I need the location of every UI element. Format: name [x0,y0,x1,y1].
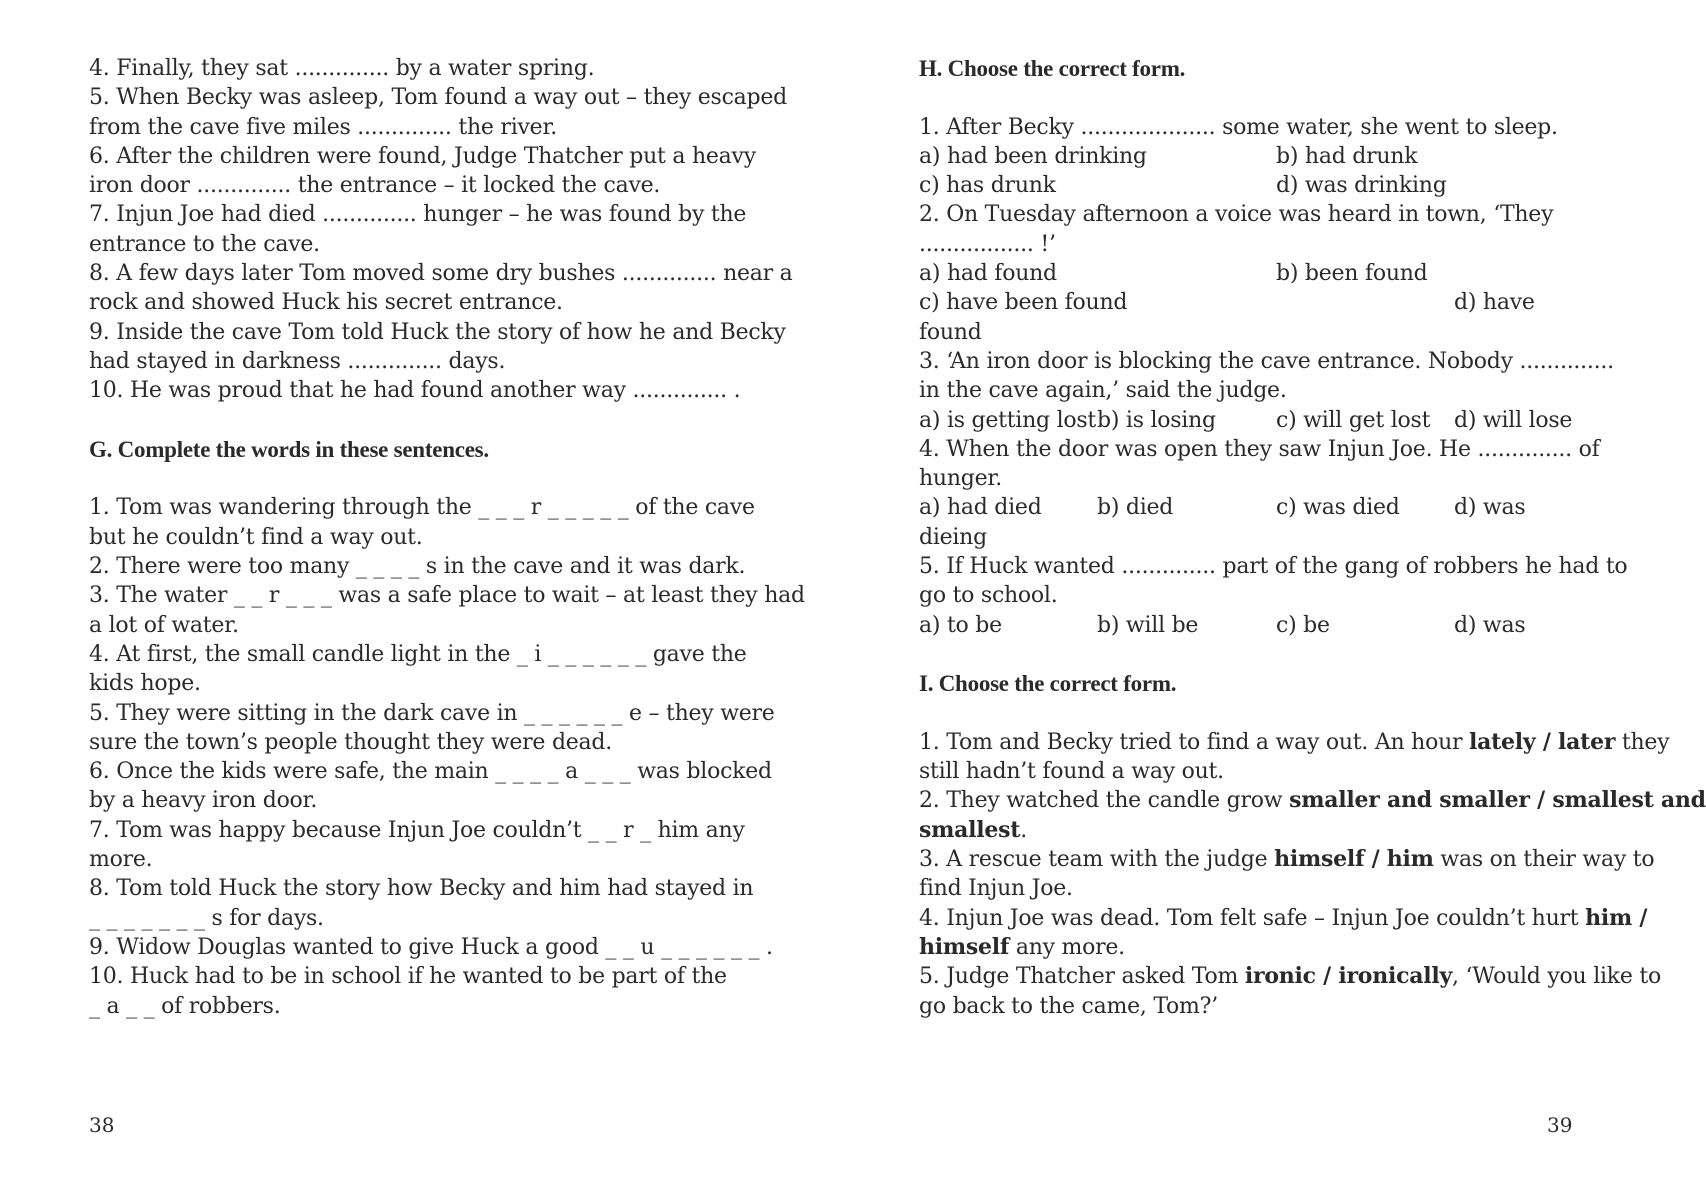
text-line: from the cave five miles .............. the river. [89,114,558,140]
text-line: 7. Injun Joe had died .............. hunger – he was found by the [89,202,747,228]
text-line: by a heavy iron door. [89,788,318,814]
question-2: 2. On Tuesday afternoon a voice was heard in town, ‘They [919,202,1554,228]
option-a: a) had died [919,495,1042,521]
options-row [919,171,1569,200]
text-line: 6. After the children were found, Judge Thatcher put a heavy [89,143,756,169]
option-b: b) died [1097,495,1174,521]
right-page [827,0,1706,1182]
item-5 [919,962,1661,991]
question-3: 3. ‘An iron door is blocking the cave entrance. Nobody .............. [919,348,1614,374]
option-c: c) be [1276,612,1330,638]
item-4 [919,904,1648,933]
question-4: 4. When the door was open they saw Injun Joe. He .............. of [919,436,1600,462]
spacer [919,640,1569,669]
item-5-cont: go back to the came, Tom?’ [919,993,1218,1019]
option-d: d) was drinking [1276,173,1447,199]
exercise-g [89,435,805,1021]
option-c: c) was died [1276,495,1400,521]
text-line: kids hope. [89,671,201,697]
text-line: 5. They were sitting in the dark cave in _ _ _ _ _ _ e – they were [89,700,775,726]
item-2-cont [919,816,1569,845]
text-line: sure the town’s people thought they were dead. [89,729,612,755]
item-2 [919,786,1706,815]
item-text: any more. [1009,934,1125,960]
text-line: more. [89,847,153,873]
item-3-cont: find Injun Joe. [919,876,1073,902]
choice-pair: ironic / ironically [1244,963,1452,990]
option-b: b) is losing [1097,407,1216,433]
exercise-h-heading: H. Choose the correct form. [919,56,1186,81]
text-line: entrance to the cave. [89,231,320,257]
options-row [919,259,1569,288]
item-text: . [1020,817,1027,843]
question-5-cont: go to school. [919,583,1058,609]
exercise-g-heading: G. Complete the words in these sentences. [89,436,489,462]
exercise-f-continued [89,54,793,406]
question-3-cont: in the cave again,’ said the judge. [919,378,1287,404]
options-row [919,142,1569,171]
page-number: 39 [1547,1113,1573,1137]
option-d: d) was [1454,495,1526,521]
text-line: 1. Tom was wandering through the _ _ _ r _ _ _ _ _ of the cave [89,495,755,521]
option-b: b) will be [1097,612,1199,638]
item-text: , ‘Would you like to [1451,964,1661,990]
text-line: 9. Inside the cave Tom told Huck the story of how he and Becky [89,319,786,345]
text-line: 10. He was proud that he had found another way .............. . [89,378,741,404]
exercise-i [919,669,1706,1021]
option-a: a) to be [919,612,1002,638]
text-line: 10. Huck had to be in school if he wanted to be part of the [89,964,727,990]
choice-pair: himself / him [1274,846,1434,873]
choice-pair: him / [1585,904,1648,931]
text-line: a lot of water. [89,612,239,638]
item-1-cont: still hadn’t found a way out. [919,759,1224,785]
text-line: 4. At first, the small candle light in the _ i _ _ _ _ _ _ gave the [89,641,747,667]
item-text: they [1615,729,1670,755]
spacer [919,699,1569,728]
question-1: 1. After Becky .................... some water, she went to sleep. [919,114,1558,140]
left-page [0,0,827,1182]
option-a: a) had been drinking [919,143,1147,169]
options-row [919,493,1569,522]
spacer [919,83,1569,112]
text-line: 5. When Becky was asleep, Tom found a way out – they escaped [89,85,787,111]
choice-pair: smallest [919,816,1021,843]
option-d: d) will lose [1454,407,1573,433]
text-line: _ a _ _ of robbers. [89,993,281,1019]
text-line: 8. A few days later Tom moved some dry bushes .............. near a [89,261,793,287]
option-c: c) has drunk [919,173,1056,199]
spacer [89,406,749,435]
text-line: 2. There were too many _ _ _ _ s in the cave and it was dark. [89,554,746,580]
item-text: 3. A rescue team with the judge [919,847,1275,873]
choice-pair: smaller and smaller / smallest and [1289,787,1706,814]
exercise-i-heading: I. Choose the correct form. [919,671,1177,697]
option-d: d) was [1454,612,1526,638]
option-a: a) had found [919,261,1057,287]
text-line: 8. Tom told Huck the story how Becky and him had stayed in [89,876,754,902]
item-1 [919,728,1670,757]
item-3 [919,845,1655,874]
text-line: iron door .............. the entrance – it locked the cave. [89,173,661,199]
choice-pair: himself [919,933,1010,960]
right-column [919,54,1706,1021]
option-d: d) have [1454,290,1535,316]
option-c: c) have been found [919,290,1128,316]
option-b: b) had drunk [1276,143,1418,169]
exercise-h [919,54,1628,640]
item-text: 1. Tom and Becky tried to find a way out. An hour [919,729,1470,755]
text-line: rock and showed Huck his secret entrance. [89,290,563,316]
options-row [919,406,1573,435]
options-row [919,611,1569,640]
question-4-cont: hunger. [919,466,1002,492]
options-row [919,288,1569,317]
item-text: 5. Judge Thatcher asked Tom [919,964,1245,990]
option-a: a) is getting lost [919,407,1096,433]
text-line: 3. The water _ _ r _ _ _ was a safe place to wait – at least they had [89,583,805,609]
text-line: _ _ _ _ _ _ _ s for days. [89,905,324,931]
question-2-cont: ................. !’ [919,231,1056,257]
option-d-cont: found [919,319,982,345]
item-4-cont [919,933,1569,962]
page-number: 38 [89,1113,115,1137]
item-text: was on their way to [1433,847,1655,873]
text-line: but he couldn’t find a way out. [89,524,423,550]
option-d-cont: dieing [919,524,987,550]
item-text: 4. Injun Joe was dead. Tom felt safe – Injun Joe couldn’t hurt [919,905,1586,931]
text-line: 6. Once the kids were safe, the main _ _ _ _ a _ _ _ was blocked [89,759,772,785]
option-b: b) been found [1276,261,1428,287]
left-column [89,54,805,1021]
text-line: had stayed in darkness .............. days. [89,348,506,374]
text-line: 4. Finally, they sat .............. by a water spring. [89,56,595,81]
item-text: 2. They watched the candle grow [919,788,1290,814]
spacer [89,464,749,493]
choice-pair: lately / later [1469,728,1616,755]
text-line: 7. Tom was happy because Injun Joe couldn’t _ _ r _ him any [89,817,745,843]
text-line: 9. Widow Douglas wanted to give Huck a good _ _ u _ _ _ _ _ _ . [89,934,773,960]
option-c: c) will get lost [1276,407,1431,433]
question-5: 5. If Huck wanted .............. part of the gang of robbers he had to [919,554,1628,580]
